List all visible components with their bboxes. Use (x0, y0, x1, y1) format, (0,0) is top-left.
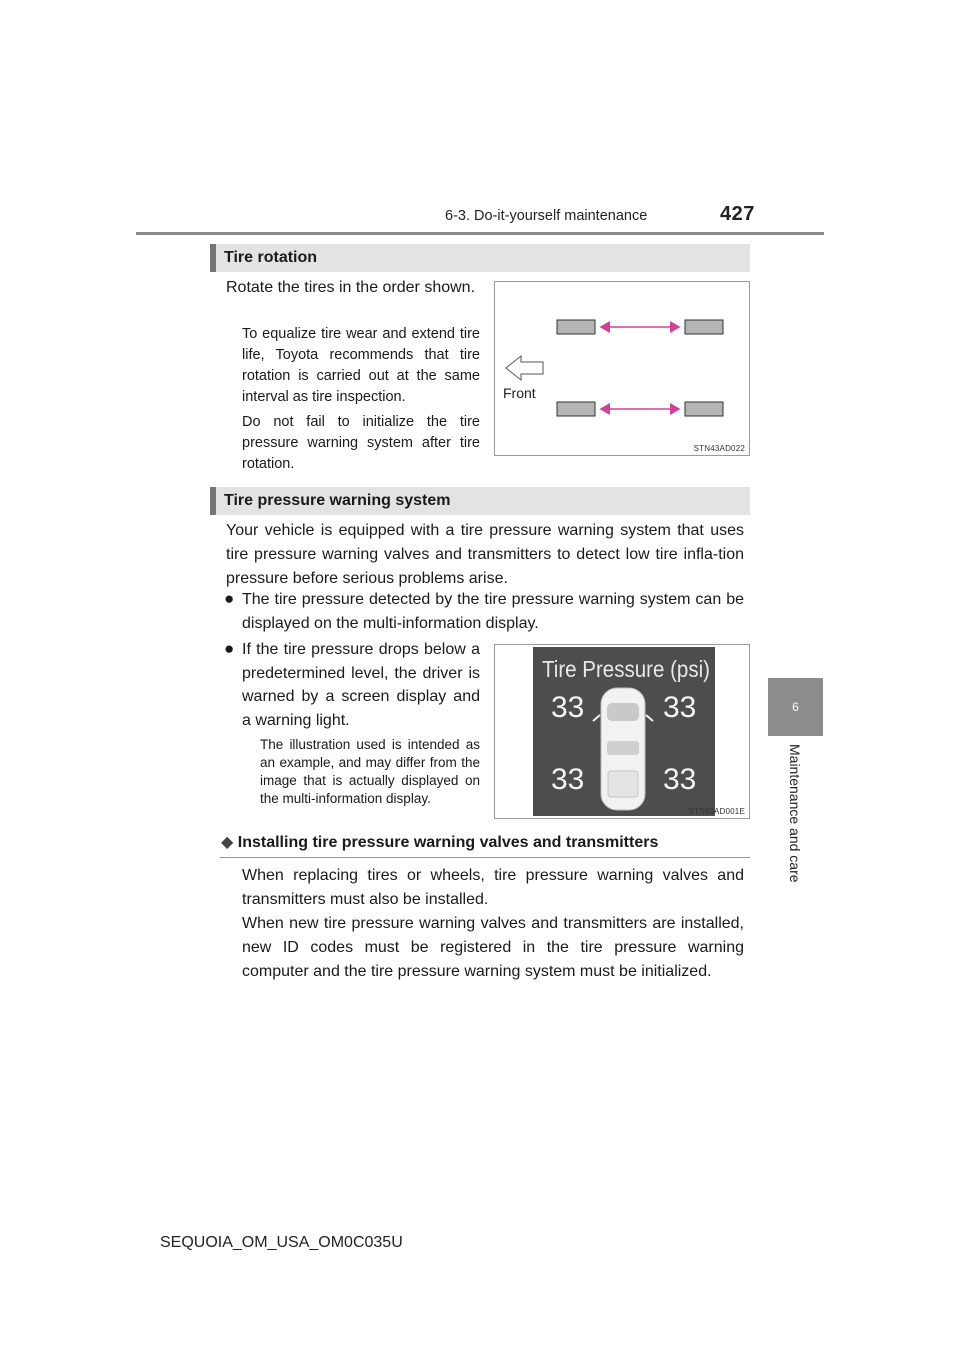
installing-paragraph-2: When new tire pressure warning valves and transmitters are installed, new ID codes must be registered in the tire pressure warning computer and the tire pressure warning system must be initialized. (242, 915, 744, 980)
front-left-pressure: 33 (551, 691, 585, 724)
chapter-label-text: Maintenance and care (787, 744, 803, 883)
diamond-icon: ◆ (221, 834, 234, 851)
tire-rotation-diagram (495, 282, 749, 455)
rear-left-pressure: 33 (551, 763, 585, 796)
tire-rotation-figure (494, 281, 750, 456)
front-right-pressure: 33 (663, 691, 697, 724)
tire-pressure-display (495, 645, 749, 818)
front-right-tire (685, 320, 723, 334)
header-section-title: 6-3. Do-it-yourself maintenance (445, 208, 648, 224)
tpws-intro: Your vehicle is equipped with a tire pressure warning system that uses tire pressure warning valves and transmitters to detect low tire infla-tion pressure before serious problems arise. (226, 522, 744, 587)
figure-code: STS63AD001E (688, 807, 745, 816)
vehicle-top-view-icon (593, 688, 653, 810)
figure-code: STN43AD022 (693, 444, 745, 453)
section-heading-tire-rotation: Tire rotation (210, 244, 750, 272)
tpws-bullet-2: If the tire pressure drops below a predetermined level, the driver is warned by a screen display and a warning light. (242, 641, 480, 729)
front-label: Front (503, 385, 536, 401)
subsection-divider (220, 857, 750, 858)
chapter-label (758, 744, 832, 889)
tire-pressure-figure (494, 644, 750, 819)
rear-right-tire (685, 402, 723, 416)
subsection-heading-text: Installing tire pressure warning valves and transmitters (237, 834, 659, 851)
subsection-heading-installing (221, 832, 658, 852)
tpws-bullet-1: The tire pressure detected by the tire pressure warning system can be displayed on the multi-information display. (242, 591, 744, 632)
display-title: Tire Pressure (psi) (542, 656, 710, 682)
header-divider (136, 232, 824, 235)
installing-paragraph-1: When replacing tires or wheels, tire pressure warning valves and transmitters must also be installed. (242, 867, 744, 908)
page-number: 427 (720, 203, 755, 225)
rear-right-pressure: 33 (663, 763, 697, 796)
front-left-tire (557, 320, 595, 334)
tire-rotation-note-1: To equalize tire wear and extend tire life, Toyota recommends that tire rotation is carried out at the same interval as tire inspection. (242, 326, 480, 405)
chapter-tab[interactable]: 6 (768, 678, 823, 736)
document-id: SEQUOIA_OM_USA_OM0C035U (160, 1234, 403, 1251)
bullet-marker: ● (224, 639, 235, 658)
section-heading-tpws: Tire pressure warning system (210, 487, 750, 515)
bullet-marker: ● (224, 589, 235, 608)
tire-rotation-note-2: Do not fail to initialize the tire pressure warning system after tire rotation. (242, 414, 480, 472)
tpws-illustration-note: The illustration used is intended as an example, and may differ from the image that is actually displayed on the multi-information display. (260, 737, 480, 806)
front-direction-arrow-icon (506, 356, 543, 380)
rear-left-tire (557, 402, 595, 416)
tire-rotation-intro: Rotate the tires in the order shown. (226, 279, 476, 296)
